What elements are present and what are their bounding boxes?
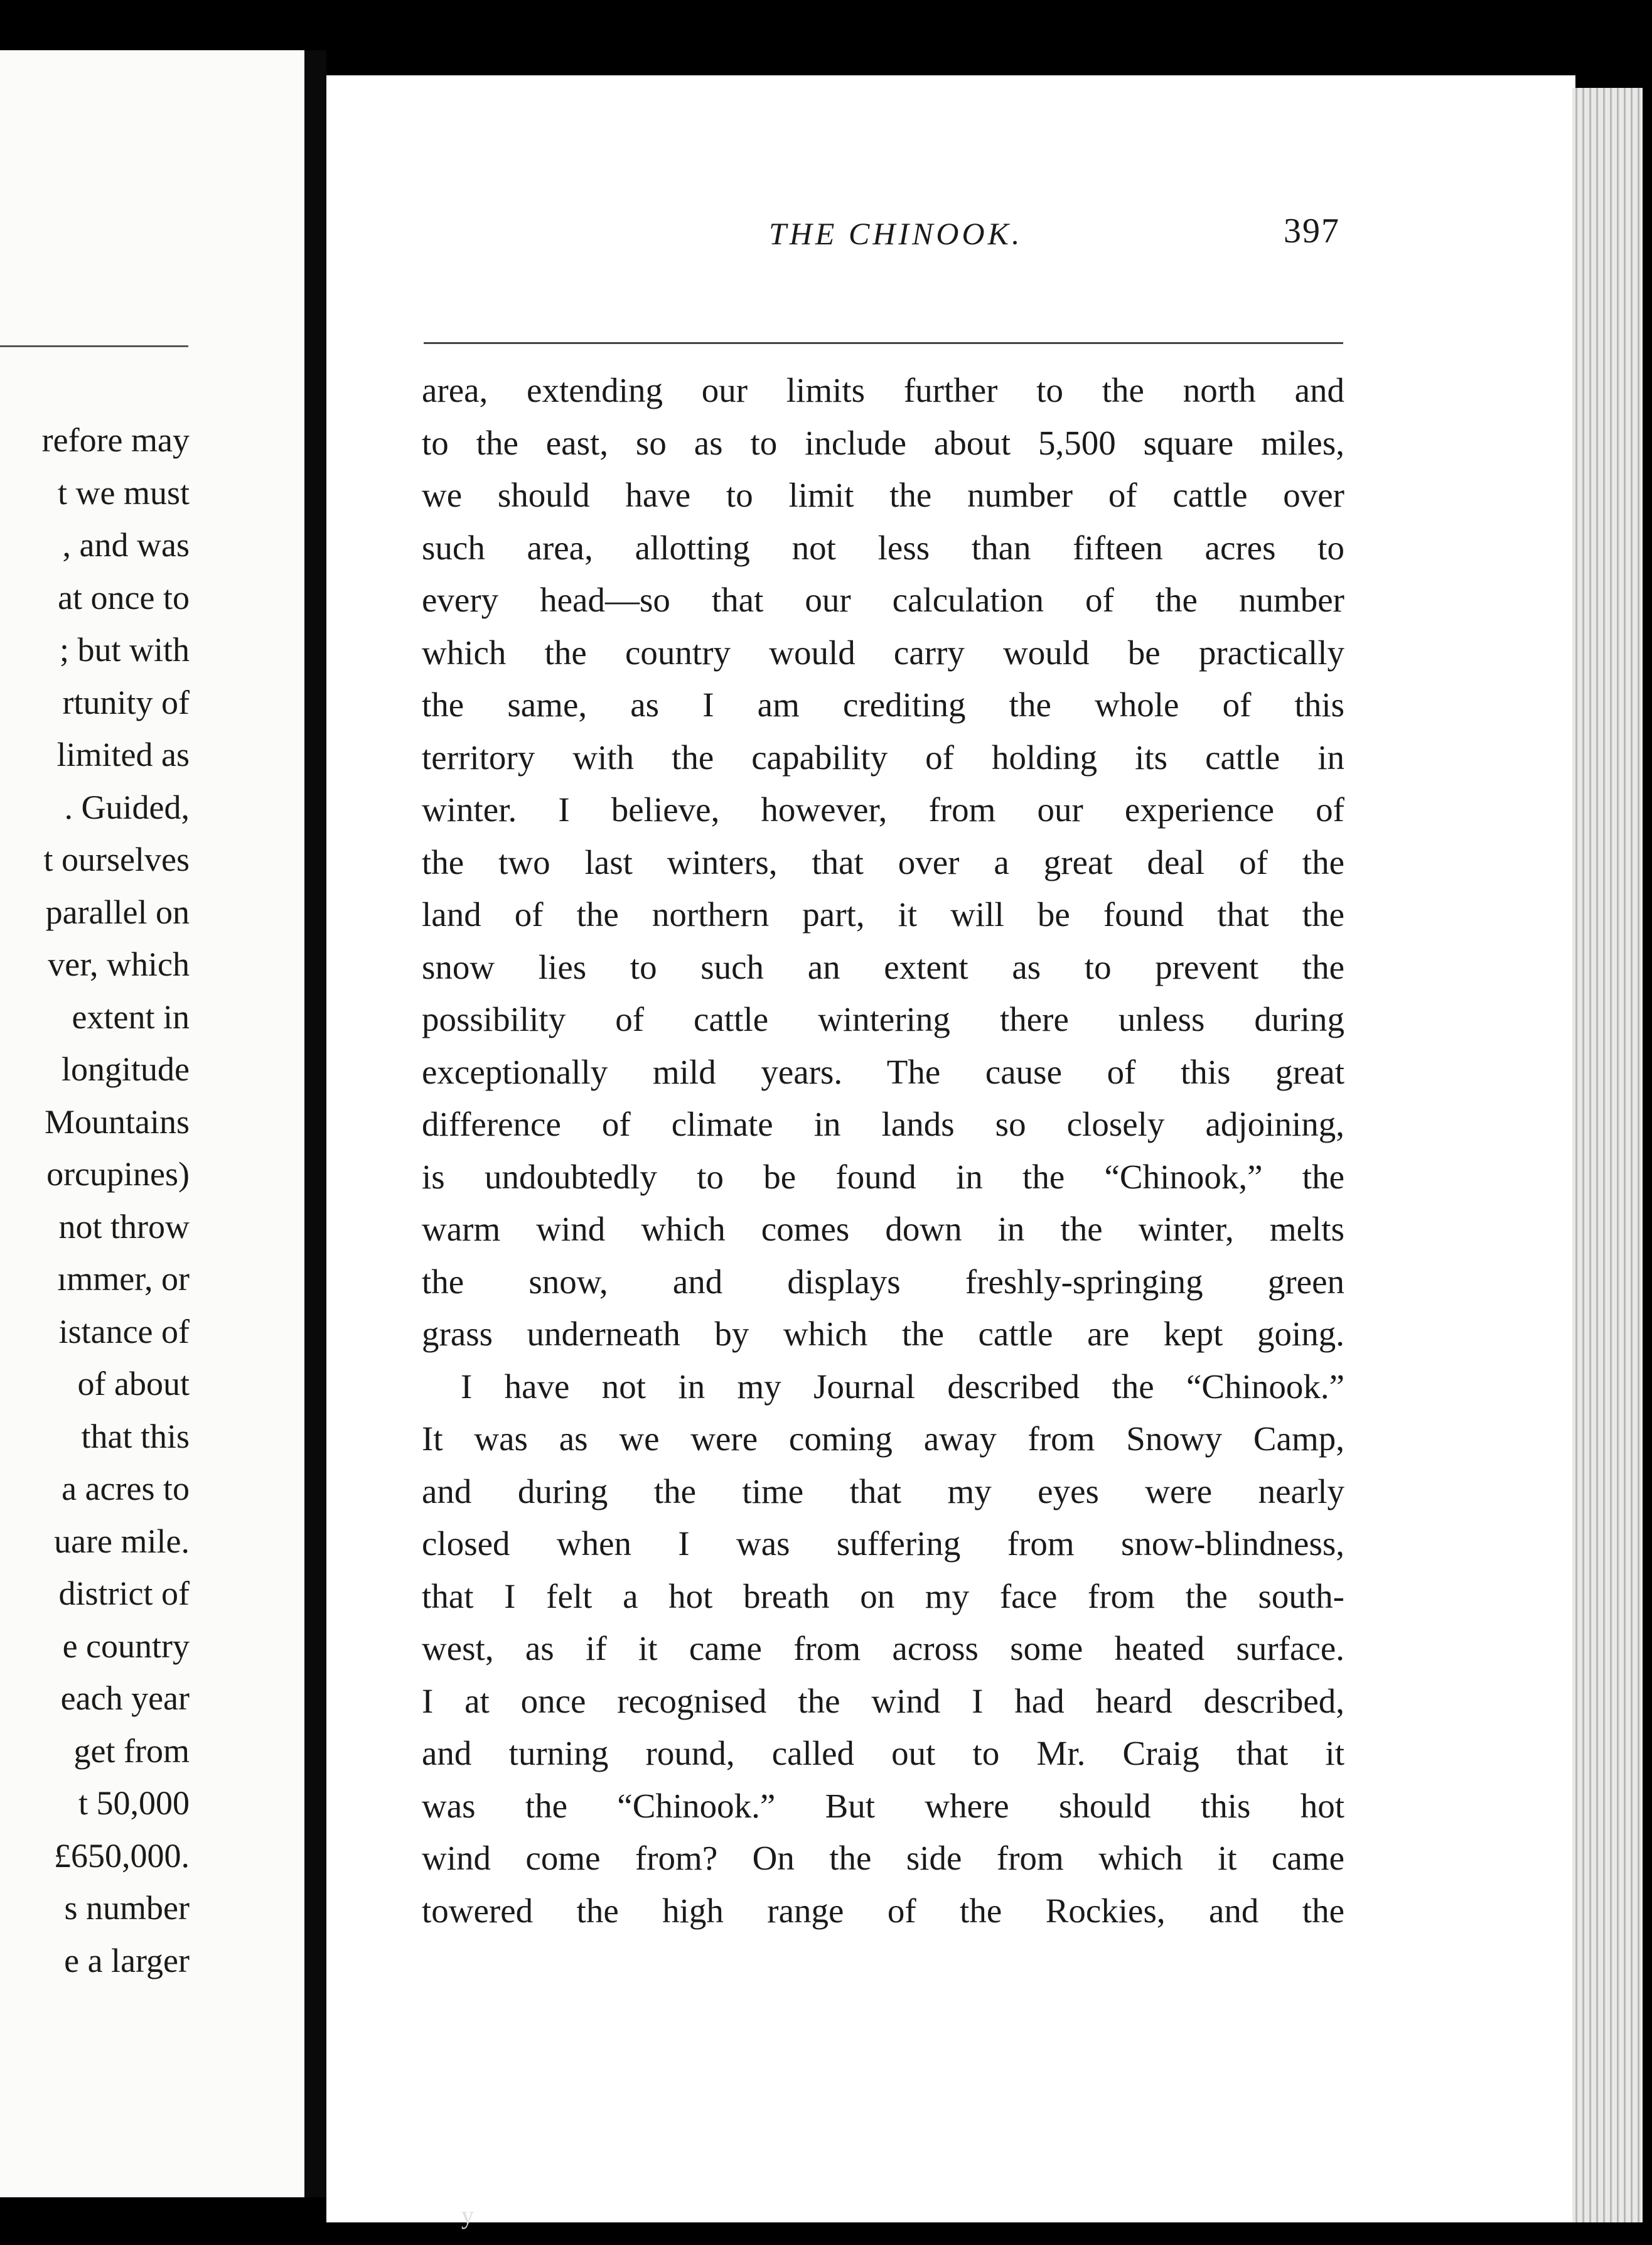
body-text	[422, 364, 1344, 1937]
text-line: territory with the capability of holding its cattle in	[422, 738, 1344, 777]
left-line: s number	[64, 1889, 190, 1927]
left-line: uare mile.	[54, 1522, 190, 1560]
text-line: land of the northern part, it will be found that the	[422, 895, 1344, 934]
stray-scan-mark: y	[461, 2201, 474, 2229]
text-line: area, extending our limits further to the north and	[422, 371, 1344, 409]
left-line: at once to	[58, 578, 190, 616]
text-line: wind come from? On the side from which it came	[422, 1839, 1344, 1877]
left-line: not throw	[58, 1207, 190, 1246]
left-line: , and was	[62, 526, 190, 564]
left-page	[0, 50, 304, 2197]
text-line: snow lies to such an extent as to prevent the	[422, 947, 1344, 986]
book-gutter	[304, 50, 326, 2197]
left-line: district of	[58, 1575, 190, 1612]
left-line: Mountains	[44, 1102, 190, 1141]
left-line: e a larger	[64, 1941, 190, 1979]
text-line: difference of climate in lands so closely adjoining,	[422, 1105, 1344, 1143]
left-line: ımmer, or	[57, 1260, 190, 1298]
left-line: refore may	[41, 421, 190, 459]
left-line: t ourselves	[43, 841, 190, 878]
left-page-rule	[0, 345, 188, 347]
text-line: towered the high range of the Rockies, and the	[422, 1891, 1344, 1930]
text-line: the same, as I am crediting the whole of this	[422, 686, 1344, 724]
left-line: . Guided,	[64, 788, 190, 826]
left-line: t we must	[58, 473, 190, 512]
left-line: orcupines)	[46, 1155, 190, 1193]
text-line: and turning round, called out to Mr. Craig that it	[422, 1734, 1344, 1772]
left-line: of about	[77, 1365, 190, 1402]
text-line: which the country would carry would be practically	[422, 633, 1344, 672]
left-line: parallel on	[45, 893, 190, 931]
page-edges	[1572, 88, 1643, 2222]
text-line: is undoubtedly to be found in the “Chinook,” the	[422, 1157, 1344, 1196]
left-line: a acres to	[62, 1470, 190, 1507]
text-line: west, as if it came from across some heated surface.	[422, 1629, 1344, 1667]
text-line: grass underneath by which the cattle are kept going.	[422, 1315, 1344, 1353]
text-line: that I felt a hot breath on my face from the south-	[422, 1576, 1344, 1615]
left-line: e country	[62, 1627, 190, 1665]
left-line: ver, which	[48, 945, 190, 983]
running-head: THE CHINOOK.	[769, 216, 1023, 251]
text-line: closed when I was suffering from snow-blindness,	[422, 1524, 1344, 1563]
header-rule	[424, 342, 1343, 344]
left-line: get from	[73, 1731, 190, 1770]
text-line: and during the time that my eyes were nearly	[422, 1472, 1344, 1510]
paragraph-first-line: I have not in my Journal described the “Chinook.”	[461, 1367, 1344, 1406]
page-number: 397	[1284, 212, 1340, 250]
left-line: that this	[81, 1417, 190, 1455]
text-line: winter. I believe, however, from our experience of	[422, 790, 1344, 829]
text-line: such area, allotting not less than fifteen acres to	[422, 528, 1344, 567]
left-line: £650,000.	[54, 1836, 190, 1875]
left-line: each year	[60, 1679, 190, 1717]
left-line: extent in	[72, 998, 190, 1036]
text-line: possibility of cattle wintering there unless during	[422, 1000, 1344, 1038]
text-line: was the “Chinook.” But where should this hot	[422, 1786, 1344, 1825]
text-line: to the east, so as to include about 5,500 square miles,	[422, 423, 1344, 462]
left-line: limited as	[56, 736, 190, 773]
left-line: istance of	[58, 1312, 190, 1350]
text-line: the snow, and displays freshly-springing green	[422, 1262, 1344, 1301]
text-line: we should have to limit the number of cattle over	[422, 476, 1344, 514]
text-line: every head—so that our calculation of the number	[422, 581, 1344, 619]
text-line: warm wind which comes down in the winter, melts	[422, 1210, 1344, 1248]
left-line: ; but with	[59, 631, 190, 669]
text-line: the two last winters, that over a great deal of the	[422, 843, 1344, 881]
left-page-text	[42, 414, 190, 1987]
left-line: longitude	[62, 1050, 190, 1088]
left-line: t 50,000	[78, 1784, 190, 1822]
text-line: I at once recognised the wind I had heard described,	[422, 1681, 1344, 1720]
text-line: exceptionally mild years. The cause of this great	[422, 1052, 1344, 1091]
text-line: It was as we were coming away from Snowy Camp,	[422, 1419, 1344, 1458]
left-line: rtunity of	[62, 683, 190, 721]
